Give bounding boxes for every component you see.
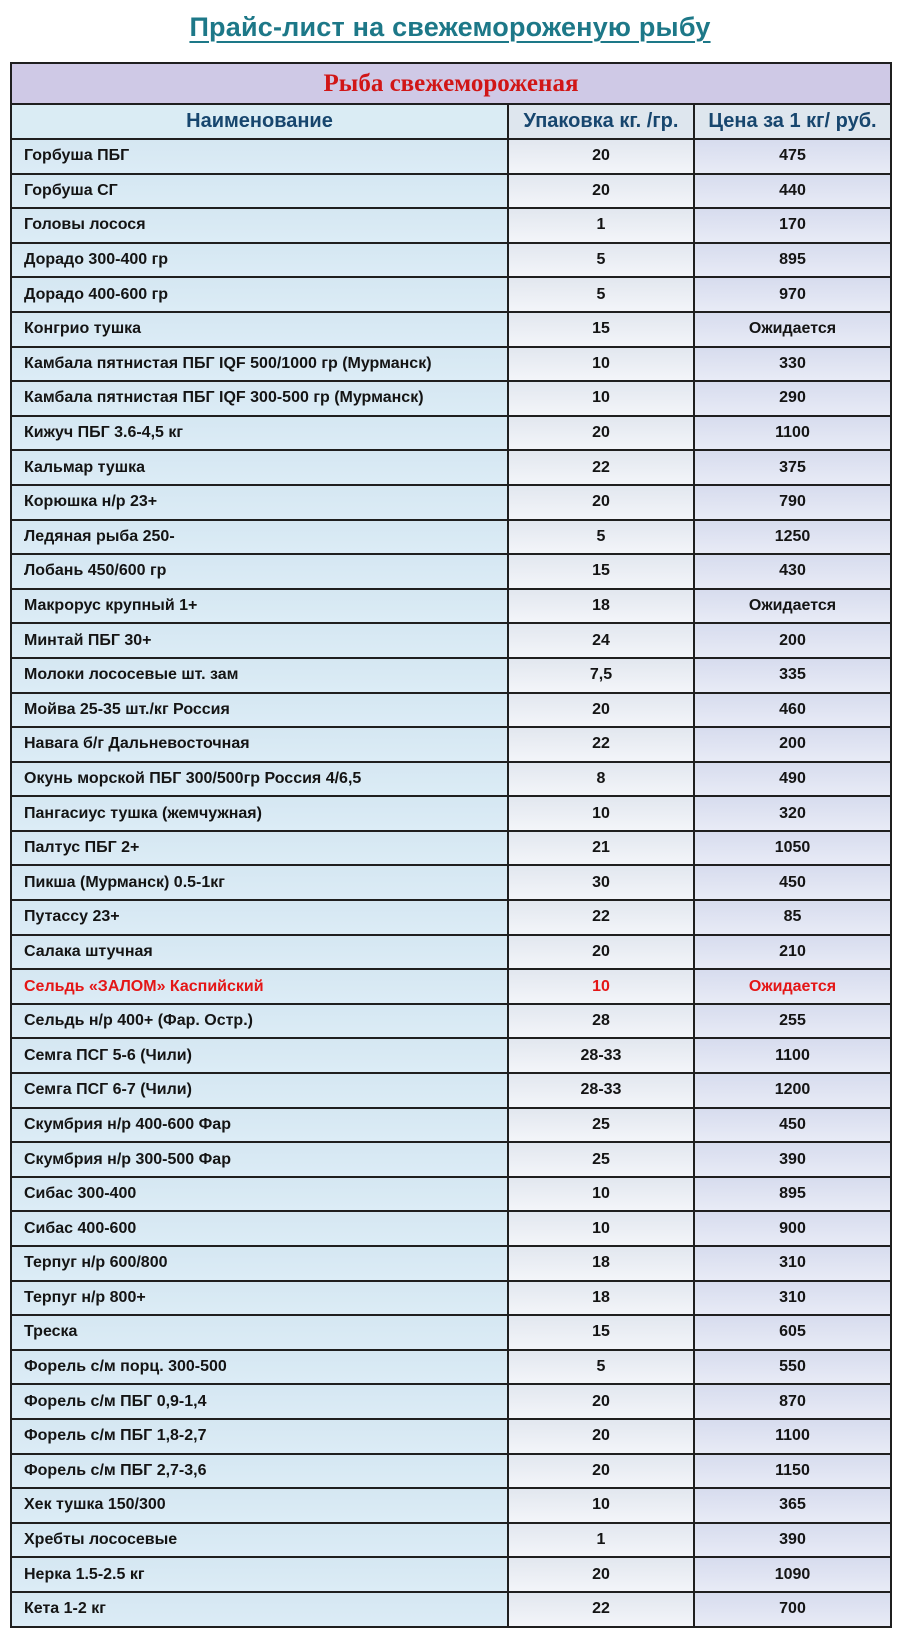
cell-package: 20 [508, 139, 694, 174]
cell-package: 22 [508, 450, 694, 485]
cell-package: 10 [508, 796, 694, 831]
cell-price: 365 [694, 1488, 891, 1523]
cell-name: Терпуг н/р 600/800 [11, 1246, 508, 1281]
table-row [11, 1384, 891, 1419]
cell-price: 330 [694, 347, 891, 382]
table-row [11, 381, 891, 416]
table-band-row [11, 63, 891, 104]
table-row [11, 208, 891, 243]
cell-package: 22 [508, 727, 694, 762]
cell-name: Пикша (Мурманск) 0.5-1кг [11, 865, 508, 900]
cell-package: 10 [508, 969, 694, 1004]
cell-name: Пангасиус тушка (жемчужная) [11, 796, 508, 831]
cell-price: 895 [694, 1177, 891, 1212]
cell-price: Ожидается [694, 312, 891, 347]
cell-package: 1 [508, 208, 694, 243]
table-row [11, 1592, 891, 1627]
table-row [11, 727, 891, 762]
cell-price: 1090 [694, 1557, 891, 1592]
table-row [11, 865, 891, 900]
cell-name: Конгрио тушка [11, 312, 508, 347]
cell-name: Камбала пятнистая ПБГ IQF 500/1000 гр (Мурманск) [11, 347, 508, 382]
cell-price: 700 [694, 1592, 891, 1627]
cell-price: 210 [694, 935, 891, 970]
table-row [11, 1557, 891, 1592]
table-row [11, 1454, 891, 1489]
table-row [11, 277, 891, 312]
cell-price: 320 [694, 796, 891, 831]
cell-price: 255 [694, 1004, 891, 1039]
column-header-price: Цена за 1 кг/ руб. [694, 104, 891, 139]
table-row [11, 312, 891, 347]
cell-name: Нерка 1.5-2.5 кг [11, 1557, 508, 1592]
cell-package: 7,5 [508, 658, 694, 693]
cell-name: Мойва 25-35 шт./кг Россия [11, 693, 508, 728]
cell-price: 335 [694, 658, 891, 693]
cell-price: 200 [694, 727, 891, 762]
table-row [11, 1073, 891, 1108]
cell-name: Салака штучная [11, 935, 508, 970]
cell-price: Ожидается [694, 589, 891, 624]
cell-package: 10 [508, 381, 694, 416]
cell-price: 430 [694, 554, 891, 589]
cell-price: 450 [694, 865, 891, 900]
cell-package: 28-33 [508, 1038, 694, 1073]
cell-package: 28 [508, 1004, 694, 1039]
table-row [11, 1419, 891, 1454]
table-row [11, 658, 891, 693]
cell-package: 1 [508, 1523, 694, 1558]
cell-price: 1150 [694, 1454, 891, 1489]
table-row [11, 347, 891, 382]
cell-price: Ожидается [694, 969, 891, 1004]
cell-package: 10 [508, 1211, 694, 1246]
cell-package: 15 [508, 1315, 694, 1350]
table-row [11, 1211, 891, 1246]
cell-name: Кета 1-2 кг [11, 1592, 508, 1627]
cell-package: 20 [508, 1557, 694, 1592]
table-header-row [11, 104, 891, 139]
cell-name: Хек тушка 150/300 [11, 1488, 508, 1523]
cell-name: Путассу 23+ [11, 900, 508, 935]
table-row [11, 554, 891, 589]
cell-name: Сибас 400-600 [11, 1211, 508, 1246]
table-row [11, 1177, 891, 1212]
table-row [11, 900, 891, 935]
cell-package: 18 [508, 589, 694, 624]
cell-package: 25 [508, 1142, 694, 1177]
cell-price: 200 [694, 623, 891, 658]
cell-price: 1100 [694, 1038, 891, 1073]
table-row [11, 762, 891, 797]
table-row [11, 1281, 891, 1316]
cell-name: Форель с/м порц. 300-500 [11, 1350, 508, 1385]
table-row [11, 1004, 891, 1039]
cell-price: 170 [694, 208, 891, 243]
cell-name: Головы лосося [11, 208, 508, 243]
table-row [11, 796, 891, 831]
cell-price: 310 [694, 1281, 891, 1316]
table-row [11, 623, 891, 658]
table-row [11, 1350, 891, 1385]
cell-name: Треска [11, 1315, 508, 1350]
cell-name: Навага б/г Дальневосточная [11, 727, 508, 762]
table-row [11, 174, 891, 209]
cell-price: 310 [694, 1246, 891, 1281]
cell-price: 375 [694, 450, 891, 485]
table-row [11, 1142, 891, 1177]
table-row [11, 416, 891, 451]
cell-name: Кижуч ПБГ 3.6-4,5 кг [11, 416, 508, 451]
cell-package: 5 [508, 277, 694, 312]
table-row [11, 589, 891, 624]
cell-package: 20 [508, 485, 694, 520]
cell-price: 1100 [694, 416, 891, 451]
cell-package: 8 [508, 762, 694, 797]
cell-package: 20 [508, 416, 694, 451]
cell-package: 25 [508, 1108, 694, 1143]
cell-price: 790 [694, 485, 891, 520]
cell-package: 20 [508, 1384, 694, 1419]
cell-package: 5 [508, 243, 694, 278]
cell-name: Форель с/м ПБГ 1,8-2,7 [11, 1419, 508, 1454]
table-row [11, 831, 891, 866]
cell-package: 28-33 [508, 1073, 694, 1108]
cell-package: 22 [508, 900, 694, 935]
cell-package: 20 [508, 1454, 694, 1489]
cell-price: 1250 [694, 520, 891, 555]
cell-price: 440 [694, 174, 891, 209]
cell-name: Горбуша ПБГ [11, 139, 508, 174]
cell-name: Сибас 300-400 [11, 1177, 508, 1212]
cell-name: Макрорус крупный 1+ [11, 589, 508, 624]
table-row [11, 1108, 891, 1143]
table-row [11, 935, 891, 970]
cell-package: 15 [508, 554, 694, 589]
cell-package: 15 [508, 312, 694, 347]
cell-name: Горбуша СГ [11, 174, 508, 209]
cell-price: 460 [694, 693, 891, 728]
cell-name: Лобань 450/600 гр [11, 554, 508, 589]
cell-name: Хребты лососевые [11, 1523, 508, 1558]
cell-name: Минтай ПБГ 30+ [11, 623, 508, 658]
cell-package: 20 [508, 935, 694, 970]
cell-name: Молоки лососевые шт. зам [11, 658, 508, 693]
cell-package: 30 [508, 865, 694, 900]
table-row [11, 1038, 891, 1073]
column-header-name: Наименование [11, 104, 508, 139]
cell-name: Скумбрия н/р 400-600 Фар [11, 1108, 508, 1143]
cell-price: 490 [694, 762, 891, 797]
cell-package: 10 [508, 1177, 694, 1212]
cell-package: 10 [508, 347, 694, 382]
price-table [10, 62, 892, 1628]
table-row [11, 139, 891, 174]
cell-name: Окунь морской ПБГ 300/500гр Россия 4/6,5 [11, 762, 508, 797]
cell-name: Форель с/м ПБГ 0,9-1,4 [11, 1384, 508, 1419]
cell-name: Семга ПСГ 6-7 (Чили) [11, 1073, 508, 1108]
cell-package: 10 [508, 1488, 694, 1523]
cell-package: 20 [508, 693, 694, 728]
table-row [11, 485, 891, 520]
table-section-title: Рыба свежемороженая [11, 63, 891, 104]
cell-price: 390 [694, 1523, 891, 1558]
cell-name: Ледяная рыба 250- [11, 520, 508, 555]
cell-name: Палтус ПБГ 2+ [11, 831, 508, 866]
cell-price: 870 [694, 1384, 891, 1419]
cell-package: 20 [508, 1419, 694, 1454]
cell-package: 22 [508, 1592, 694, 1627]
table-row [11, 969, 891, 1004]
cell-name: Форель с/м ПБГ 2,7-3,6 [11, 1454, 508, 1489]
cell-price: 85 [694, 900, 891, 935]
cell-price: 550 [694, 1350, 891, 1385]
table-row [11, 693, 891, 728]
table-row [11, 1523, 891, 1558]
table-row [11, 1488, 891, 1523]
page-title: Прайс-лист на свежемороженую рыбу [189, 12, 711, 42]
cell-name: Камбала пятнистая ПБГ IQF 300-500 гр (Мурманск) [11, 381, 508, 416]
cell-package: 5 [508, 1350, 694, 1385]
cell-name: Скумбрия н/р 300-500 Фар [11, 1142, 508, 1177]
column-header-package: Упаковка кг. /гр. [508, 104, 694, 139]
cell-package: 21 [508, 831, 694, 866]
cell-name: Сельдь н/р 400+ (Фар. Остр.) [11, 1004, 508, 1039]
cell-price: 895 [694, 243, 891, 278]
table-row [11, 1246, 891, 1281]
table-row [11, 1315, 891, 1350]
table-row [11, 520, 891, 555]
table-body [11, 139, 891, 1627]
cell-name: Корюшка н/р 23+ [11, 485, 508, 520]
table-row [11, 450, 891, 485]
cell-price: 290 [694, 381, 891, 416]
cell-price: 450 [694, 1108, 891, 1143]
cell-package: 18 [508, 1281, 694, 1316]
cell-name: Дорадо 300-400 гр [11, 243, 508, 278]
table-row [11, 243, 891, 278]
cell-name: Терпуг н/р 800+ [11, 1281, 508, 1316]
cell-price: 605 [694, 1315, 891, 1350]
cell-price: 390 [694, 1142, 891, 1177]
cell-price: 475 [694, 139, 891, 174]
cell-price: 900 [694, 1211, 891, 1246]
cell-name: Семга ПСГ 5-6 (Чили) [11, 1038, 508, 1073]
cell-package: 5 [508, 520, 694, 555]
cell-price: 970 [694, 277, 891, 312]
cell-price: 1100 [694, 1419, 891, 1454]
cell-package: 20 [508, 174, 694, 209]
cell-price: 1050 [694, 831, 891, 866]
cell-price: 1200 [694, 1073, 891, 1108]
cell-package: 24 [508, 623, 694, 658]
cell-name: Сельдь «ЗАЛОМ» Каспийский [11, 969, 508, 1004]
cell-name: Дорадо 400-600 гр [11, 277, 508, 312]
cell-package: 18 [508, 1246, 694, 1281]
cell-name: Кальмар тушка [11, 450, 508, 485]
